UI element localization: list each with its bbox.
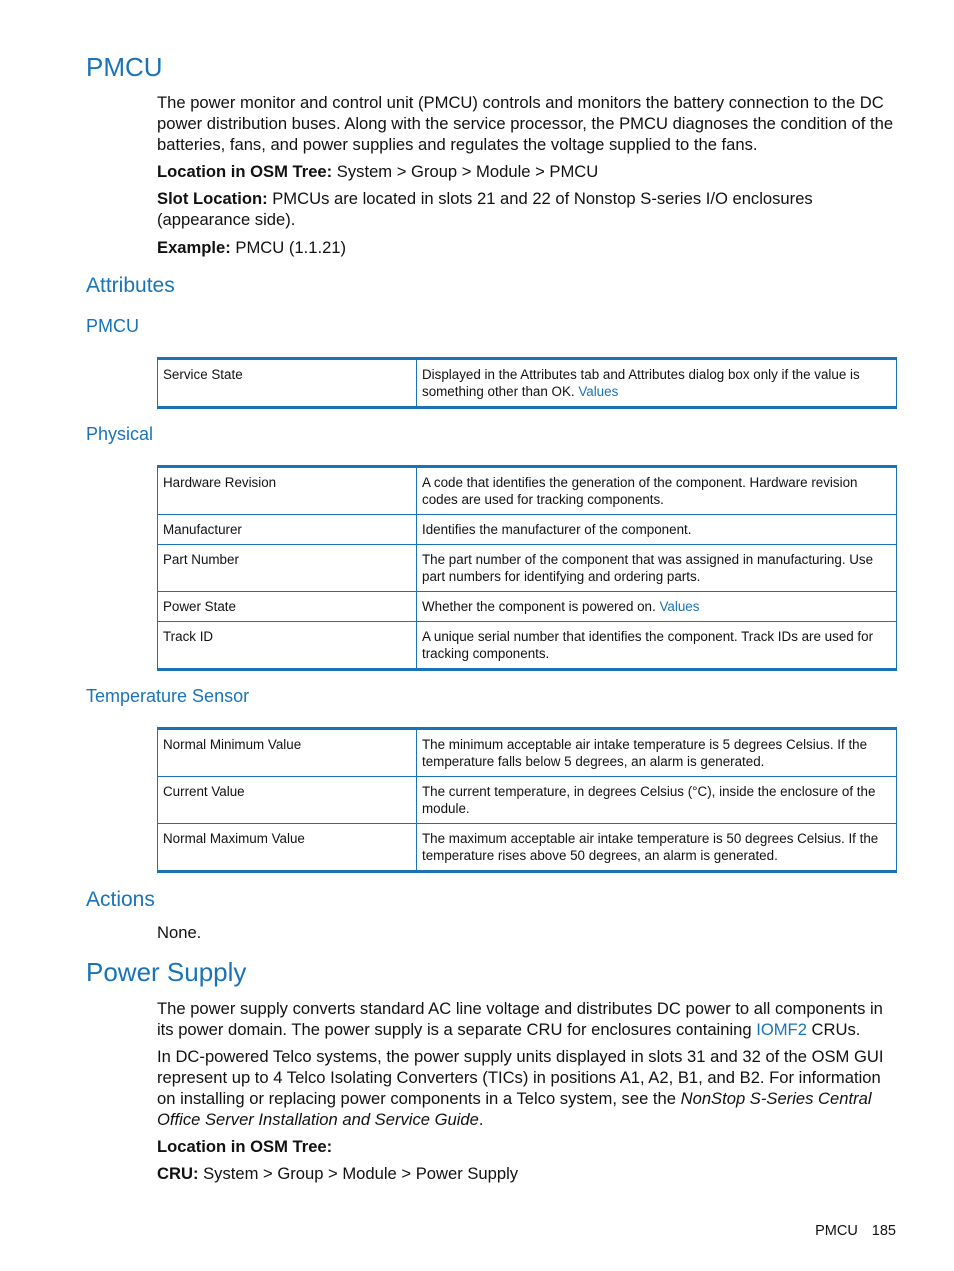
attr-name: Manufacturer	[158, 515, 417, 545]
table-row	[158, 824, 897, 872]
pmcu-attributes-table	[157, 357, 897, 409]
example-value: PMCU (1.1.21)	[230, 238, 347, 257]
temperature-attributes-table	[157, 727, 897, 873]
attr-name: Power State	[158, 592, 417, 622]
temperature-sensor-subheading: Temperature Sensor	[86, 686, 250, 706]
physical-attributes-table	[157, 465, 897, 671]
actions-text: None.	[157, 923, 202, 942]
pmcu-example	[157, 237, 899, 258]
slot-label: Slot Location:	[157, 189, 268, 208]
guide-title: NonStop S-Series Central Office Server Installation and Service Guide	[157, 1089, 872, 1129]
power-supply-telco: In DC-powered Telco systems, the power supply units displayed in slots 31 and 32 of the OSM GUI represent up to 4 Telco Isolating Converters (TICs) in positions A1, A2, B1, and B2. For information on installing or replacing power components in a Telco system, see the NonStop S-Series Central Office Server Installation and Service Guide.	[157, 1047, 884, 1129]
slot-value: PMCUs are located in slots 21 and 22 of Nonstop S-series I/O enclosures (appearance side).	[157, 189, 813, 229]
table-row	[158, 467, 897, 515]
example-label: Example:	[157, 238, 231, 257]
attr-name: Normal Maximum Value	[158, 824, 417, 872]
page-title: PMCU	[86, 52, 163, 82]
page-footer	[801, 1223, 896, 1239]
attr-name: Hardware Revision	[158, 467, 417, 515]
location-label: Location in OSM Tree:	[157, 1137, 333, 1156]
attr-desc: The maximum acceptable air intake temperature is 50 degrees Celsius. If the temperature rises above 50 degrees, an alarm is generated.	[417, 824, 897, 872]
attr-desc: Identifies the manufacturer of the component.	[417, 515, 897, 545]
attr-desc: The part number of the component that was assigned in manufacturing. Use part numbers for identifying and ordering parts.	[417, 545, 897, 592]
actions-heading: Actions	[86, 888, 155, 911]
power-supply-title: Power Supply	[86, 957, 247, 987]
iomf2-link[interactable]: IOMF2	[756, 1020, 807, 1039]
pmcu-slot-location	[157, 188, 899, 230]
table-row	[158, 592, 897, 622]
attr-name: Current Value	[158, 777, 417, 824]
physical-subheading: Physical	[86, 424, 154, 444]
attr-desc: A unique serial number that identifies the component. Track IDs are used for tracking components.	[417, 622, 897, 670]
table-row	[158, 729, 897, 777]
attr-desc: Displayed in the Attributes tab and Attributes dialog box only if the value is something other than OK. Values	[417, 359, 897, 408]
power-supply-intro: The power supply converts standard AC line voltage and distributes DC power to all components in its power domain. The power supply is a separate CRU for enclosures containing IOMF2 CRUs.	[157, 999, 883, 1039]
footer-section: PMCU	[815, 1223, 858, 1239]
power-supply-cru	[157, 1163, 899, 1184]
values-link[interactable]: Values	[578, 384, 619, 399]
attr-name: Service State	[158, 359, 417, 408]
cru-value: System > Group > Module > Power Supply	[198, 1164, 519, 1183]
attr-desc: The minimum acceptable air intake temperature is 5 degrees Celsius. If the temperature falls below 5 degrees, an alarm is generated.	[417, 729, 897, 777]
attr-desc: A code that identifies the generation of the component. Hardware revision codes are used for tracking components.	[417, 467, 897, 515]
attr-name: Normal Minimum Value	[158, 729, 417, 777]
table-row	[158, 515, 897, 545]
pmcu-subheading: PMCU	[86, 316, 139, 336]
attributes-heading: Attributes	[86, 274, 175, 297]
cru-label: CRU:	[157, 1164, 199, 1183]
values-link[interactable]: Values	[659, 599, 700, 614]
table-row	[158, 359, 897, 408]
table-row	[158, 622, 897, 670]
attr-name: Track ID	[158, 622, 417, 670]
location-value: System > Group > Module > PMCU	[332, 162, 599, 181]
table-row	[158, 777, 897, 824]
table-row	[158, 545, 897, 592]
attr-name: Part Number	[158, 545, 417, 592]
pmcu-location	[157, 161, 899, 182]
pmcu-intro: The power monitor and control unit (PMCU) controls and monitors the battery connection to the DC power distribution buses. Along with the service processor, the PMCU diagnoses the condition of the batteries, fans, and power supplies and regulates the voltage supplied to the fans.	[157, 93, 894, 154]
power-supply-location	[157, 1136, 899, 1157]
attr-desc: Whether the component is powered on. Values	[417, 592, 897, 622]
page-number: 185	[871, 1223, 896, 1239]
attr-desc: The current temperature, in degrees Celsius (°C), inside the enclosure of the module.	[417, 777, 897, 824]
location-label: Location in OSM Tree:	[157, 162, 333, 181]
